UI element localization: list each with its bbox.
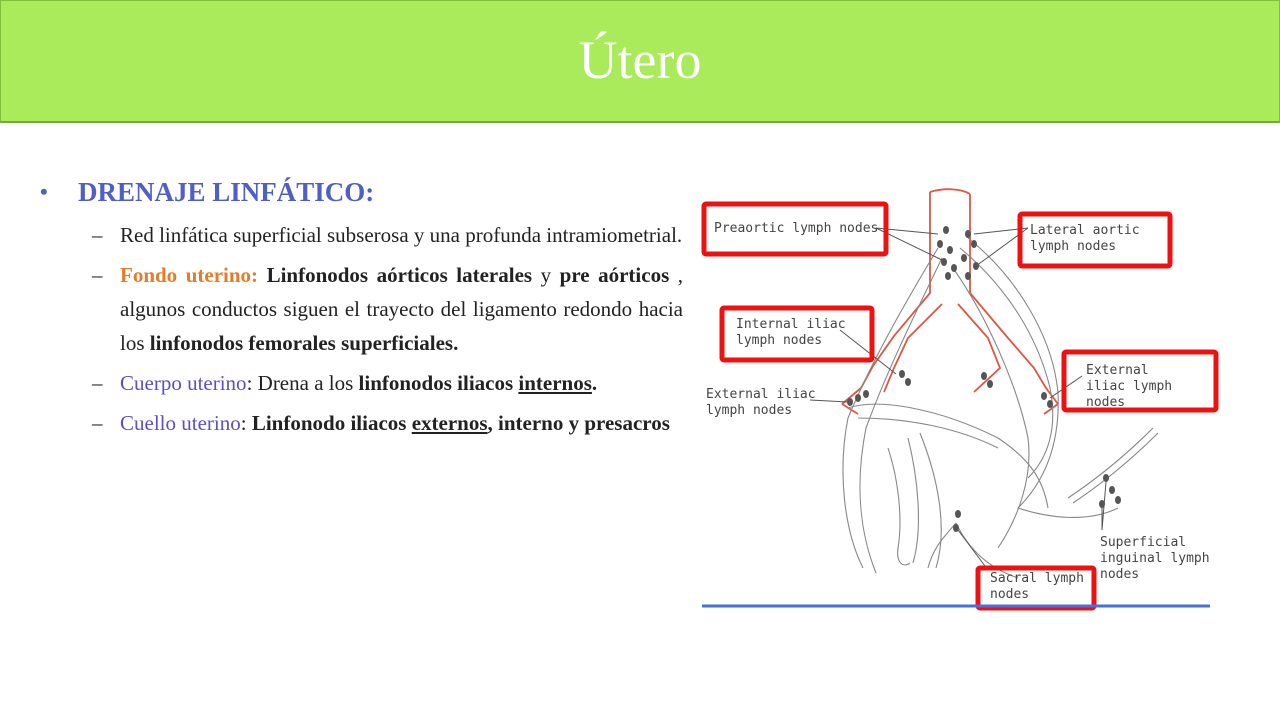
item-text: Red linfática superficial subserosa y una profunda intramiometrial.: [120, 223, 683, 247]
item-bold-underlined: externos: [411, 411, 488, 435]
slide-title: Útero: [578, 30, 702, 90]
section-heading: DRENAJE LINFÁTICO:: [78, 177, 375, 207]
item-bold-underlined: internos: [518, 371, 592, 395]
label-internal-iliac: Internal iliac: [736, 317, 846, 332]
item-text: , algunos conductos siguen el trayecto del ligamento redondo hacia los: [120, 263, 684, 355]
title-bar: [0, 0, 1280, 123]
label-external-iliac-right: nodes: [1086, 395, 1126, 410]
item-bold: Linfonodo iliacos: [251, 411, 412, 435]
lymphatic-drainage-diagram: [698, 178, 1228, 618]
label-superficial-inguinal: inguinal lymph: [1100, 551, 1210, 566]
item-text: : Drena a los: [246, 371, 359, 395]
label-lateral-aortic: lymph nodes: [1030, 239, 1117, 254]
item-bold: linfonodos iliacos: [358, 371, 514, 395]
bullet-dot-icon: •: [40, 179, 48, 204]
item-label: Cuello uterino: [120, 411, 241, 435]
label-external-iliac: External iliac: [706, 387, 816, 402]
list-item: [92, 258, 683, 360]
item-bold: .: [591, 371, 598, 395]
dash-icon: –: [92, 223, 103, 247]
label-external-iliac: lymph nodes: [706, 403, 793, 418]
label-superficial-inguinal: Superficial: [1100, 535, 1187, 550]
label-internal-iliac: lymph nodes: [736, 333, 823, 348]
label-superficial-inguinal: nodes: [1100, 567, 1140, 582]
label-external-iliac-right: External: [1086, 363, 1149, 378]
label-preaortic: Preaortic lymph nodes: [714, 221, 879, 236]
item-label: Cuerpo uterino: [120, 371, 247, 395]
list-item: [92, 366, 683, 400]
label-lateral-aortic: Lateral aortic: [1030, 223, 1140, 238]
list-item: [92, 406, 683, 440]
dash-icon: –: [92, 411, 103, 435]
dash-icon: –: [92, 371, 103, 395]
lymph-nodes: [847, 226, 1121, 532]
item-bold: , interno y presacros: [487, 411, 670, 435]
label-external-iliac-right: iliac lymph: [1086, 379, 1173, 394]
item-bold: linfonodos femorales superficiales.: [149, 331, 459, 355]
text-content: [40, 172, 683, 440]
item-text: y: [532, 263, 560, 287]
item-text: :: [240, 411, 252, 435]
label-sacral: Sacral lymph: [990, 571, 1084, 586]
item-label: Fondo uterino:: [120, 263, 259, 287]
list-item: [92, 218, 683, 252]
item-bold: pre aórticos: [559, 263, 670, 287]
item-bold: Linfonodos aórticos laterales: [266, 263, 533, 287]
main-bullet: [40, 172, 683, 212]
label-sacral: nodes: [990, 587, 1030, 602]
dash-icon: –: [92, 263, 103, 287]
